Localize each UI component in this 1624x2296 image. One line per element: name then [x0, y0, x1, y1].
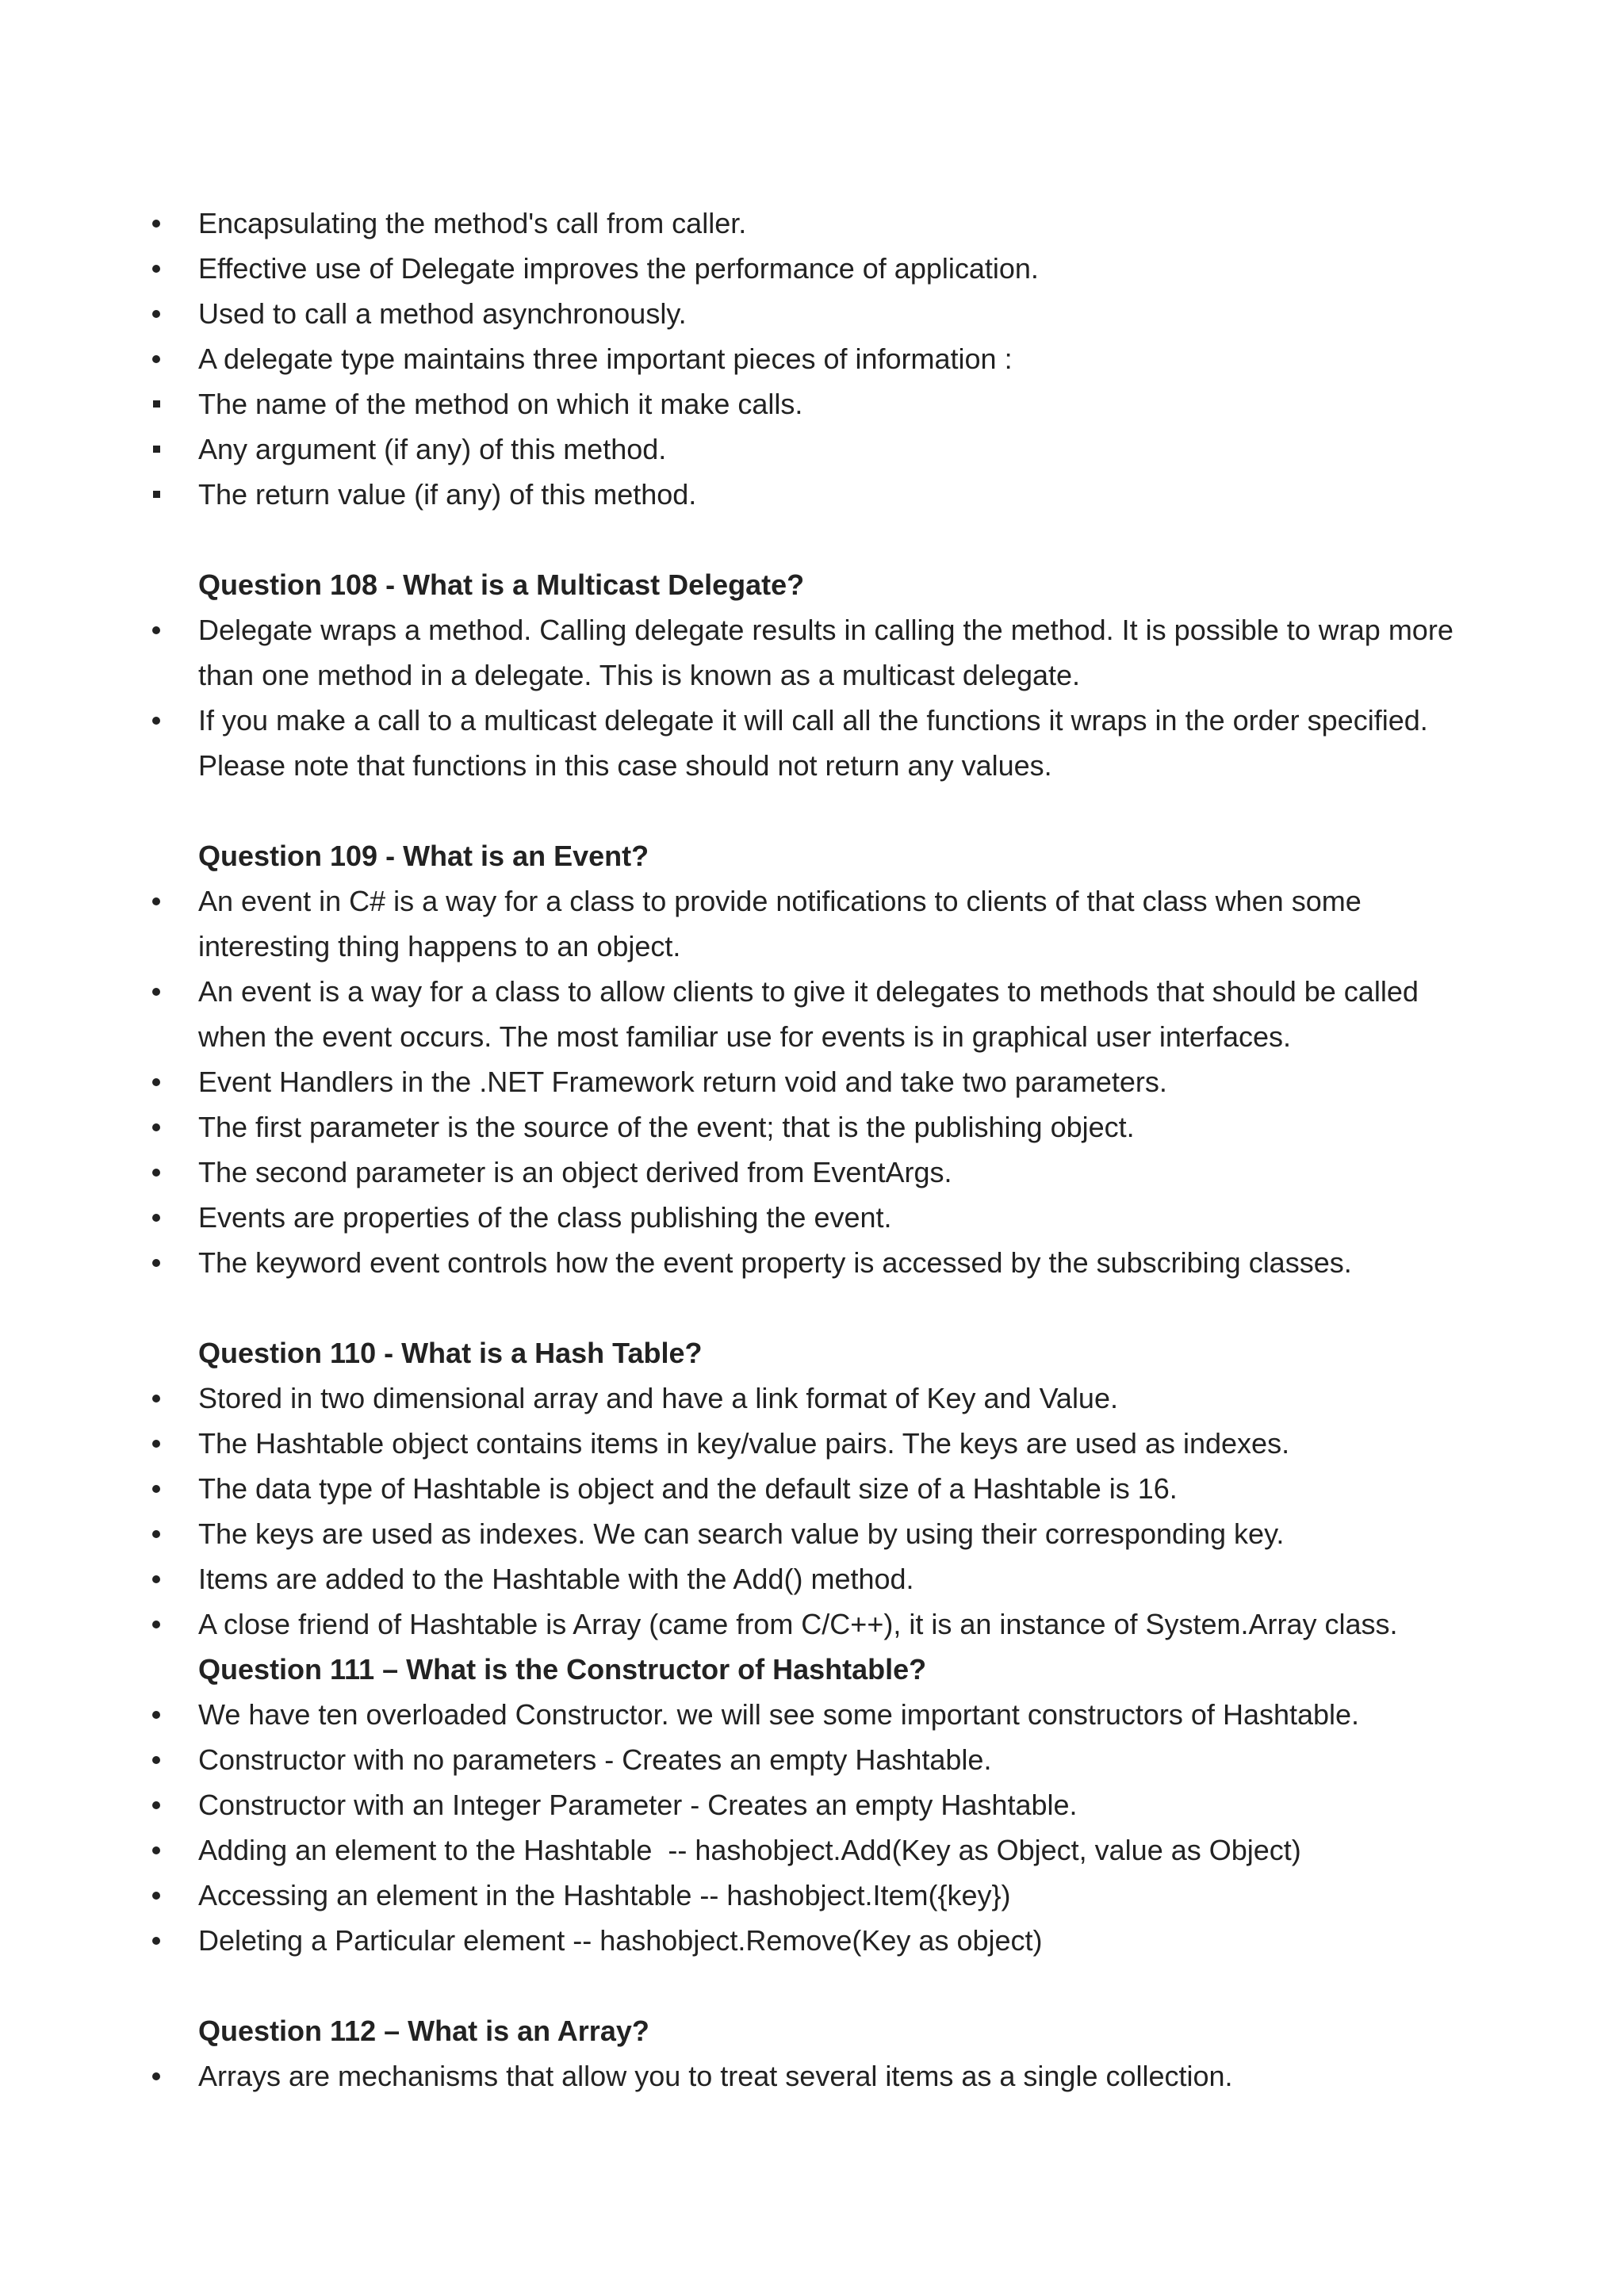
list-item	[147, 1782, 1455, 1827]
bullet-dot-icon	[147, 878, 166, 924]
question-109-heading: Question 109 - What is an Event?	[198, 840, 649, 872]
list-item	[147, 291, 1455, 336]
list-item	[147, 1104, 1455, 1150]
list-item	[147, 1873, 1455, 1918]
bullet-square-icon	[147, 427, 166, 472]
spacer	[147, 1963, 1455, 2008]
bullet-dot-icon	[147, 1104, 166, 1150]
bullet-dot-icon	[147, 1601, 166, 1647]
list-item	[147, 2053, 1455, 2099]
bullet-dot-icon	[147, 1421, 166, 1466]
list-item-text: Accessing an element in the Hashtable -- hashobject.Item({key})	[198, 1879, 1011, 1911]
bullet-dot-icon	[147, 336, 166, 381]
list-item	[147, 427, 1455, 472]
list-item-text: Used to call a method asynchronously.	[198, 297, 687, 330]
list-item-text: The first parameter is the source of the event; that is the publishing object.	[198, 1111, 1135, 1143]
bullet-dot-icon	[147, 698, 166, 743]
bullet-square-icon	[147, 472, 166, 517]
list-item	[147, 1059, 1455, 1104]
question-108-list	[147, 607, 1455, 788]
list-item-text: An event is a way for a class to allow clients to give it delegates to methods that should be called when the event occurs. The most familiar use for events is in graphical user interfaces.	[198, 975, 1419, 1053]
list-item-text: An event in C# is a way for a class to provide notifications to clients of that class when some interesting thing happens to an object.	[198, 885, 1362, 962]
list-item-text: Adding an element to the Hashtable -- hashobject.Add(Key as Object, value as Object)	[198, 1834, 1301, 1866]
list-item-text: The return value (if any) of this method.	[198, 478, 697, 511]
question-112-heading: Question 112 – What is an Array?	[198, 2015, 649, 2047]
list-item-text: Delegate wraps a method. Calling delegate results in calling the method. It is possible to wrap more than one method in a delegate. This is known as a multicast delegate.	[198, 614, 1454, 691]
list-item	[147, 472, 1455, 517]
list-item-text: Arrays are mechanisms that allow you to treat several items as a single collection.	[198, 2060, 1233, 2092]
bullet-dot-icon	[147, 1466, 166, 1511]
list-item	[147, 1421, 1455, 1466]
list-item	[147, 201, 1455, 246]
spacer	[147, 517, 1455, 562]
list-item	[147, 698, 1455, 788]
question-110-heading: Question 110 - What is a Hash Table?	[198, 1337, 703, 1369]
list-item	[147, 878, 1455, 969]
intro-bullet-list	[147, 201, 1455, 517]
list-item	[147, 1466, 1455, 1511]
list-item-text: Events are properties of the class publishing the event.	[198, 1201, 892, 1234]
list-item	[147, 1150, 1455, 1195]
list-item-text: Effective use of Delegate improves the performance of application.	[198, 252, 1039, 285]
list-item	[147, 1737, 1455, 1782]
bullet-dot-icon	[147, 607, 166, 652]
list-item	[147, 1918, 1455, 1963]
bullet-dot-icon	[147, 201, 166, 246]
document-body	[147, 201, 1455, 2099]
bullet-dot-icon	[147, 1827, 166, 1873]
list-item	[147, 336, 1455, 381]
question-108-heading: Question 108 - What is a Multicast Delegate?	[198, 568, 805, 601]
bullet-dot-icon	[147, 1511, 166, 1556]
list-item	[147, 1511, 1455, 1556]
bullet-dot-icon	[147, 1059, 166, 1104]
list-item-text: Event Handlers in the .NET Framework return void and take two parameters.	[198, 1066, 1167, 1098]
bullet-dot-icon	[147, 2053, 166, 2099]
bullet-dot-icon	[147, 1240, 166, 1285]
bullet-dot-icon	[147, 969, 166, 1014]
list-item-text: The Hashtable object contains items in key/value pairs. The keys are used as indexes.	[198, 1427, 1290, 1460]
list-item	[147, 1692, 1455, 1737]
list-item	[147, 1601, 1455, 1647]
bullet-dot-icon	[147, 1692, 166, 1737]
question-109-list	[147, 878, 1455, 1285]
bullet-square-icon	[147, 381, 166, 427]
list-item	[147, 969, 1455, 1059]
list-item	[147, 1556, 1455, 1601]
list-item-text: A delegate type maintains three important pieces of information :	[198, 342, 1013, 375]
question-110-list	[147, 1376, 1455, 1647]
list-item	[147, 1376, 1455, 1421]
bullet-dot-icon	[147, 1737, 166, 1782]
list-item-text: The second parameter is an object derived from EventArgs.	[198, 1156, 952, 1188]
spacer	[147, 788, 1455, 833]
bullet-dot-icon	[147, 1376, 166, 1421]
list-item-text: Stored in two dimensional array and have a link format of Key and Value.	[198, 1382, 1118, 1414]
bullet-dot-icon	[147, 1918, 166, 1963]
list-item-text: The name of the method on which it make calls.	[198, 388, 803, 420]
list-item-text: The data type of Hashtable is object and the default size of a Hashtable is 16.	[198, 1472, 1178, 1505]
list-item-text: Items are added to the Hashtable with the Add() method.	[198, 1563, 914, 1595]
list-item-text: Constructor with an Integer Parameter - Creates an empty Hashtable.	[198, 1789, 1078, 1821]
bullet-dot-icon	[147, 1873, 166, 1918]
list-item	[147, 607, 1455, 698]
list-item-text: We have ten overloaded Constructor. we will see some important constructors of Hashtable.	[198, 1698, 1360, 1731]
list-item-text: Any argument (if any) of this method.	[198, 433, 667, 465]
list-item	[147, 246, 1455, 291]
list-item-text: Constructor with no parameters - Creates an empty Hashtable.	[198, 1743, 992, 1776]
list-item-text: Deleting a Particular element -- hashobject.Remove(Key as object)	[198, 1924, 1043, 1957]
bullet-dot-icon	[147, 1556, 166, 1601]
question-111-heading: Question 111 – What is the Constructor of Hashtable?	[198, 1653, 927, 1686]
list-item	[147, 1240, 1455, 1285]
bullet-dot-icon	[147, 291, 166, 336]
bullet-dot-icon	[147, 1195, 166, 1240]
list-item-text: Encapsulating the method's call from caller.	[198, 207, 747, 239]
bullet-dot-icon	[147, 246, 166, 291]
list-item-text: If you make a call to a multicast delegate it will call all the functions it wraps in the order specified. Please note that functions in this case should not return any values.	[198, 704, 1428, 782]
spacer	[147, 1285, 1455, 1330]
bullet-dot-icon	[147, 1150, 166, 1195]
question-112-list	[147, 2053, 1455, 2099]
list-item-text: A close friend of Hashtable is Array (came from C/C++), it is an instance of System.Array class.	[198, 1608, 1398, 1640]
list-item-text: The keyword event controls how the event property is accessed by the subscribing classes.	[198, 1246, 1352, 1279]
question-111-list	[147, 1692, 1455, 1963]
list-item	[147, 1195, 1455, 1240]
list-item	[147, 1827, 1455, 1873]
bullet-dot-icon	[147, 1782, 166, 1827]
list-item	[147, 381, 1455, 427]
list-item-text: The keys are used as indexes. We can search value by using their corresponding key.	[198, 1517, 1285, 1550]
